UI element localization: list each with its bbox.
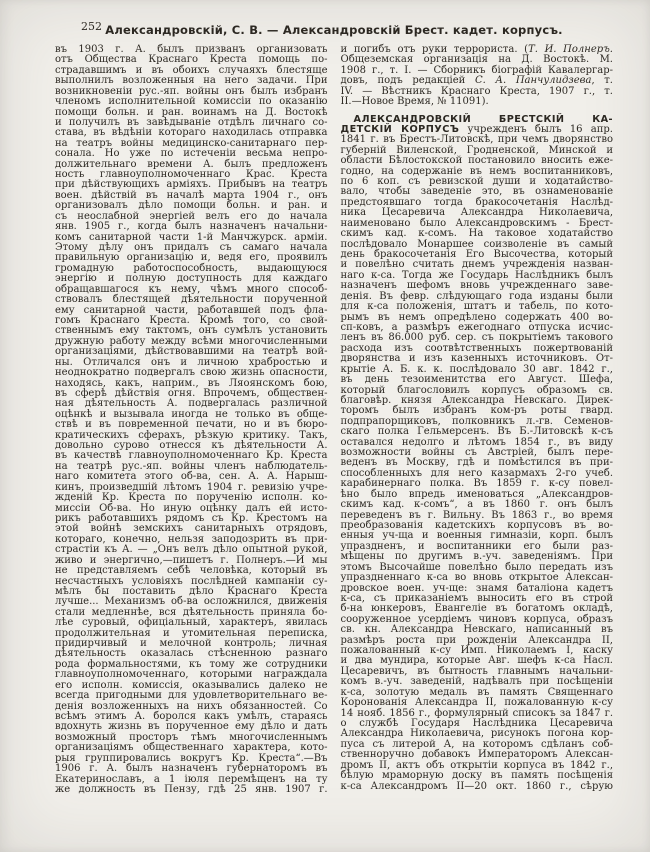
- body-text: съ неослабной энергіей велъ его до начала: [55, 210, 328, 222]
- body-text: организаціямъ общественнаго характера, кото-: [55, 742, 328, 754]
- body-text: организаціями, дѣйствовавшими на театрѣ вой-: [55, 346, 328, 358]
- body-text: обращавшагося къ нему, чѣмъ много способ-: [55, 283, 328, 295]
- body-text: ственнымъ ему тактомъ, онъ сумѣлъ установить: [55, 325, 328, 337]
- body-text: IV. — Вѣстникъ Краснаго Креста, 1907 г., т.: [340, 85, 613, 97]
- body-text: должительнаго времени А. былъ предложенъ: [55, 158, 328, 170]
- body-text: янв. 1905 г., когда былъ назначенъ начальни-: [55, 221, 328, 233]
- body-text: и получилъ въ завѣдываніе отдѣлъ личнаго со-: [55, 116, 328, 128]
- body-text: Коронованія Александра II, пожалованную к-су: [340, 697, 613, 709]
- body-text: лѣе суровый, офиціальный, характеръ, явилась: [55, 617, 328, 629]
- body-text: послѣдовало Монаршее соизволеніе въ самый: [340, 238, 613, 250]
- body-text: комъ в.-уч. заведеній, надѣвалъ при посѣщеніи: [340, 676, 613, 688]
- body-text: въ 1903 г. А. былъ призванъ организовать: [55, 44, 328, 55]
- body-text: 1841 г. въ Брестъ-Литовскѣ, при чемъ дворянство: [340, 134, 613, 146]
- body-text: который благословилъ корпусъ образомъ св.: [340, 384, 613, 396]
- paragraph: [341, 115, 614, 792]
- body-text: карабинернаго полка. Въ 1859 г. к-су повел-: [340, 478, 613, 490]
- body-text: наго к-са. Тогда же Государь Наслѣдникъ былъ: [340, 269, 613, 281]
- body-text: придирчивый и мелочной контроль; личная: [55, 638, 328, 650]
- body-text: рыя группировались вокругъ Кр. Креста“.—Въ: [55, 752, 328, 764]
- body-text: пожалованный к-су Имп. Николаемъ I, каску: [340, 645, 613, 657]
- body-text: дѣятельность оказалась стѣсненною разнаго: [55, 648, 328, 660]
- body-text: организовалъ дѣло помощи больн. и ран. и: [55, 200, 328, 212]
- body-text: пуса съ литерой А, на которомъ сдѣланъ соб-: [340, 738, 613, 750]
- body-text: ность главноуполномоченнаго Крас. Креста: [55, 169, 328, 181]
- body-text: правильную организацію и, ведя его, проявилъ: [55, 252, 328, 264]
- body-text: рикъ работавшихъ рядомъ съ Кр. Крестомъ на: [55, 512, 328, 524]
- article-heading-text: ДЕТСКІЙ КОРПУСЪ: [340, 123, 460, 135]
- body-text: о службѣ Государя Наслѣдника Цесаревича: [340, 718, 613, 729]
- body-text: на театрѣ рус.-яп. войны членъ наблюдатель-: [55, 460, 328, 472]
- body-text: при дѣйствующихъ арміяхъ. Прибывъ на театръ: [55, 179, 328, 191]
- body-text: помощи больн. и ран. воинамъ на Д. Востокѣ: [55, 106, 328, 118]
- body-text: и повелѣно считать днемъ учрежденія назван-: [340, 259, 613, 271]
- body-text: гомъ Краснаго Креста. Кромѣ того, со свой-: [55, 314, 328, 326]
- body-text: страдавшимъ и въ обоихъ случаяхъ блестяще: [55, 64, 328, 76]
- body-text: и погибъ отъ руки террориста. (: [340, 44, 529, 55]
- body-text: рода формальностями, къ тому же сотрудники: [55, 658, 328, 670]
- body-text: Екатеринославъ, а 1 іюля перемѣщенъ на ту: [55, 773, 328, 785]
- body-text: кинъ, произведшій лѣтомъ 1904 г. ревизію учре-: [55, 481, 328, 493]
- body-text: жденій Кр. Креста по порученію исполн. ко-: [55, 492, 328, 504]
- body-text: к-са Александромъ II—20 окт. 1860 г., сѣрую: [340, 780, 613, 792]
- body-text: стали медленнѣе, вся дѣятельность приняла бо-: [55, 606, 328, 618]
- body-text: членомъ исполнительной комиссіи по оказанію: [55, 96, 328, 108]
- body-text: благовѣр. князя Александра Невскаго. Дирек-: [340, 394, 613, 406]
- body-text: этомъ Высочайше повелѣно было передать изъ: [340, 561, 613, 573]
- body-text: 14 нояб. 1856 г., формулярный списокъ за 1847 г.: [340, 707, 613, 719]
- body-text: губерній Виленской, Гродненской, Минской и: [340, 144, 613, 156]
- body-text: живо и энергично,—пишетъ г. Полнеръ.—И мы: [55, 554, 328, 566]
- body-text: сооруженное усердіемъ чиновъ корпуса, образъ: [340, 613, 613, 625]
- body-text: этой войнѣ земскихъ санитарныхъ отрядовъ,: [55, 523, 328, 535]
- body-text: котораго, конечно, нельзя заподозрить въ при-: [55, 533, 328, 545]
- body-text: 1906 г. А. былъ назначенъ губернаторомъ въ: [55, 763, 328, 775]
- body-text: ленъ въ 86.000 руб. сер. съ покрытіемъ такового: [340, 332, 613, 344]
- body-text: сп-ковъ, а размѣръ ежегоднаго отпуска исчис-: [340, 321, 613, 333]
- body-text: переведенъ въ г. Вильну. Въ 1863 г., во время: [340, 509, 613, 521]
- body-text: подпрапорщиковъ, полковникъ л.-гв. Семенов-: [340, 415, 613, 427]
- body-text: вдохнуть жизнь въ порученное ему дѣло и дать: [55, 721, 328, 733]
- body-text: возможности войны съ Австріей, былъ пере-: [340, 447, 613, 459]
- body-text: става, въ вѣдѣніи котораго находилась отправка: [55, 127, 328, 139]
- body-text: скимъ кад. к-сомъ“, а въ 1860 г. онъ былъ: [340, 499, 613, 511]
- body-text: мѣлъ бы поставить дѣло Краснаго Креста: [55, 585, 328, 597]
- body-text: б-на юнкеровъ, Евангеліе въ богатомъ окладѣ,: [340, 603, 613, 615]
- body-text: ему санитарной части, работавшей подъ фла-: [55, 304, 328, 316]
- body-text: Цесаревичъ, въ бытность главнымъ начальни-: [340, 665, 613, 677]
- body-text: св. кн. Александра Невскаго, написанный въ: [340, 624, 613, 636]
- text-column-right: [341, 45, 614, 795]
- running-title: Александровскій, С. В. — Александровскій Брест. кадет. корпусъ.: [105, 23, 563, 37]
- body-text: дромъ II, актъ объ открытіи корпуса въ 1842 г.,: [340, 759, 613, 771]
- body-text: ствѣ и въ повременной печати, но и въ бюро-: [55, 419, 328, 431]
- body-text: несчастныхъ условіяхъ послѣдней кампаніи су-: [55, 575, 328, 587]
- body-text: рымъ въ немъ опредѣлено содержать 400 во-: [340, 311, 613, 323]
- body-text: веденъ въ Москву, гдѣ и помѣстился въ при-: [340, 457, 613, 469]
- body-text: въ сферѣ дѣйствія огня. Впрочемъ, обществен-: [55, 387, 328, 399]
- body-text: день бракосочетанія Его Высочества, который: [340, 249, 613, 261]
- body-text: комъ санитарной части 1-й Манчжурск. арміи.: [55, 231, 328, 243]
- body-text: упраздненнаго к-са во вновь открытое Алексан-: [340, 572, 613, 584]
- body-text: денія возложенныхъ на нихъ обязанностей. Со: [55, 700, 328, 712]
- body-text: предстоявшаго тогда бракосочетанія Наслѣд-: [340, 196, 613, 208]
- body-text: енныя уч-ща и военныя гимназіи, корп. былъ: [340, 530, 613, 542]
- body-text: всегда пригодными для удовлетворительнаго ве-: [55, 690, 328, 702]
- body-text: годно, на содержаніе въ немъ воспитанниковъ,: [340, 165, 613, 177]
- body-text: ственноручно добавокъ Императоромъ Алексан-: [340, 749, 613, 761]
- body-text: скимъ кад. к-сомъ. На таковое ходатайство: [340, 228, 613, 240]
- body-text: страстіи къ А. — „Онъ велъ дѣло опытной рукой,: [55, 544, 328, 556]
- body-text: области Бѣлостокской постановило вносить еже-: [340, 155, 613, 167]
- body-text: денія. Въ февр. слѣдующаго года изданы были: [340, 290, 613, 302]
- paragraph: [341, 45, 614, 108]
- body-text: наго комитета этого об-ва, сен. А. А. Нарыш-: [55, 471, 328, 483]
- body-text: отъ Общества Краснаго Креста помощь по-: [55, 54, 328, 66]
- body-text: С. А. Панчулидзева: [474, 75, 592, 87]
- body-text: дровское воен. уч-ще: знамя баталіона кадетъ: [340, 582, 613, 594]
- text-line: [341, 97, 614, 107]
- body-text: вало, чтобы заведеніе это, въ ознаменованіе: [340, 186, 613, 198]
- body-text: учрежденъ былъ 16 апр.: [459, 123, 613, 135]
- body-text: II.—Новое Время, № 11091).: [340, 96, 489, 108]
- body-text: бѣлую мраморную доску въ память посѣщенія: [340, 770, 613, 782]
- body-text: для к-са положенія, штатъ и табель, по кото-: [340, 301, 613, 313]
- body-text: не представляемъ себѣ человѣка, который въ: [55, 565, 328, 577]
- body-text: неоднократно подвергалъ свою жизнь опасности,: [55, 367, 328, 379]
- body-text: довольно сурово отнесся къ дѣятельности А.: [55, 440, 328, 452]
- body-text: мѣщены по другимъ в.-уч. заведеніямъ. При: [340, 551, 613, 563]
- body-text: ѣно было впредь именоваться „Александров-: [340, 488, 613, 500]
- body-text: на театръ войны медицинско-санитарнаго пер-: [55, 137, 328, 149]
- body-text: преобразованія кадетскихъ корпусовъ въ во-: [340, 519, 613, 531]
- body-text: Общеземская организація на Д. Востокѣ. М.: [340, 54, 613, 66]
- body-text: дворянства и изъ казенныхъ источниковъ. От-: [340, 353, 613, 365]
- body-text: расхода изъ соотвѣтственныхъ пожертвованій: [340, 342, 613, 354]
- body-text: громадную работоспособность, выдающуюся: [55, 262, 328, 274]
- body-text: к-са, золотую медаль въ память Священнаго: [340, 686, 613, 698]
- body-text: способленныхъ для него казармахъ 2-го учеб.: [340, 467, 613, 479]
- body-text: скаго полка Гельмерсенъ. Въ Б.-Литовскѣ к-съ: [340, 426, 613, 438]
- body-text: энергію и полную доступность для каждаго: [55, 273, 328, 285]
- body-text: размѣръ роста при рожденіи Александра II,: [340, 634, 613, 646]
- body-text: , т.: [591, 75, 613, 87]
- paragraph: [55, 45, 328, 795]
- body-text: 1908 г., т. I. — Сборникъ біографій Кавалергар-: [340, 64, 613, 76]
- body-text: возникновеніи рус.-яп. войны онъ былъ избранъ: [55, 85, 328, 97]
- body-text: продолжительная и утомительная переписка,: [55, 627, 328, 639]
- body-text: ствовалъ блестящей дѣятельности порученной: [55, 294, 328, 306]
- text-column-left: [55, 45, 328, 795]
- body-text: лучше... Механизмъ об-ва осложнился, движенія: [55, 596, 328, 608]
- body-text: ны. Отличался онъ и личною храбростью и: [55, 356, 328, 368]
- body-text: к-са, съ приказаніемъ выносить его въ строй: [340, 592, 613, 604]
- body-text: и два мундира, которые Авг. шефъ к-са Насл.: [340, 655, 613, 667]
- body-text: находясь, какъ, наприм., въ Ляоянскомъ бою,: [55, 377, 328, 389]
- body-text: кратическихъ сферахъ, рѣзкую критику. Такъ,: [55, 429, 328, 441]
- body-text: наименовано было Александровскимъ - Брест-: [340, 217, 613, 229]
- body-text: Т. И. Полнеръ.: [528, 44, 613, 55]
- body-text: сонала. Но уже по истеченіи весьма непро-: [55, 148, 328, 160]
- body-text: Этому дѣлу онъ придалъ съ самаго начала: [55, 242, 328, 254]
- body-text: дружную работу между всѣми многочисленными: [55, 335, 328, 347]
- body-text: довъ, подъ редакціей: [340, 75, 475, 87]
- body-text: миссіи Об-ва. Но иную оцѣнку далъ ей исто-: [55, 502, 328, 514]
- body-text: выполнилъ возложенныя на него задачи. При: [55, 75, 328, 87]
- page-number: 252: [81, 20, 102, 33]
- body-text: главноуполномоченнаго, которыми награждала: [55, 669, 328, 681]
- body-text: воен. дѣйствій въ началѣ марта 1904 г., онъ: [55, 189, 328, 201]
- body-text: возможный просторъ тѣмъ многочисленнымъ: [55, 731, 328, 743]
- body-text: по 6 коп. съ ревизской души и ходатайство-: [340, 176, 613, 188]
- body-text: его исполн. комиссія, оказывались далеко не: [55, 679, 328, 691]
- text-line: [341, 782, 614, 792]
- body-text: оцѣнкѣ и вызывала иногда не только въ обще-: [55, 408, 328, 420]
- text-columns: [55, 45, 613, 795]
- article-heading-text: АЛЕКСАНДРОВСКІЙ БРЕСТСКІЙ КА-: [353, 113, 613, 125]
- body-text: оставался недолго и лѣтомъ 1854 г., въ виду: [340, 436, 613, 448]
- body-text: торомъ былъ избранъ ком-ръ роты гвард.: [340, 405, 613, 417]
- body-text: всѣмъ этимъ А. боролся какъ умѣлъ, стараясь: [55, 711, 328, 722]
- body-text: Александра Николаевича, рисунокъ погона кор-: [340, 728, 613, 740]
- body-text: назначенъ шефомъ вновь учрежденнаго заве-: [340, 280, 613, 292]
- text-line: [55, 785, 328, 795]
- body-text: крытіе А. Б. к. к. послѣдовало 30 авг. 1842 г.,: [340, 363, 613, 375]
- body-text: въ день тезоименитства его Август. Шефа,: [340, 374, 613, 386]
- body-text: ная дѣятельность А. подвергалась различной: [55, 398, 328, 410]
- page-header: [55, 19, 613, 37]
- body-text: ника Цесаревича Александра Николаевича,: [340, 207, 613, 219]
- body-text: же должность въ Пензу, гдѣ 25 янв. 1907 г.: [55, 783, 328, 795]
- body-text: въ качествѣ главноуполномоченнаго Кр. Креста: [55, 450, 328, 462]
- body-text: упраздненъ, и воспитанники его были раз-: [340, 540, 613, 552]
